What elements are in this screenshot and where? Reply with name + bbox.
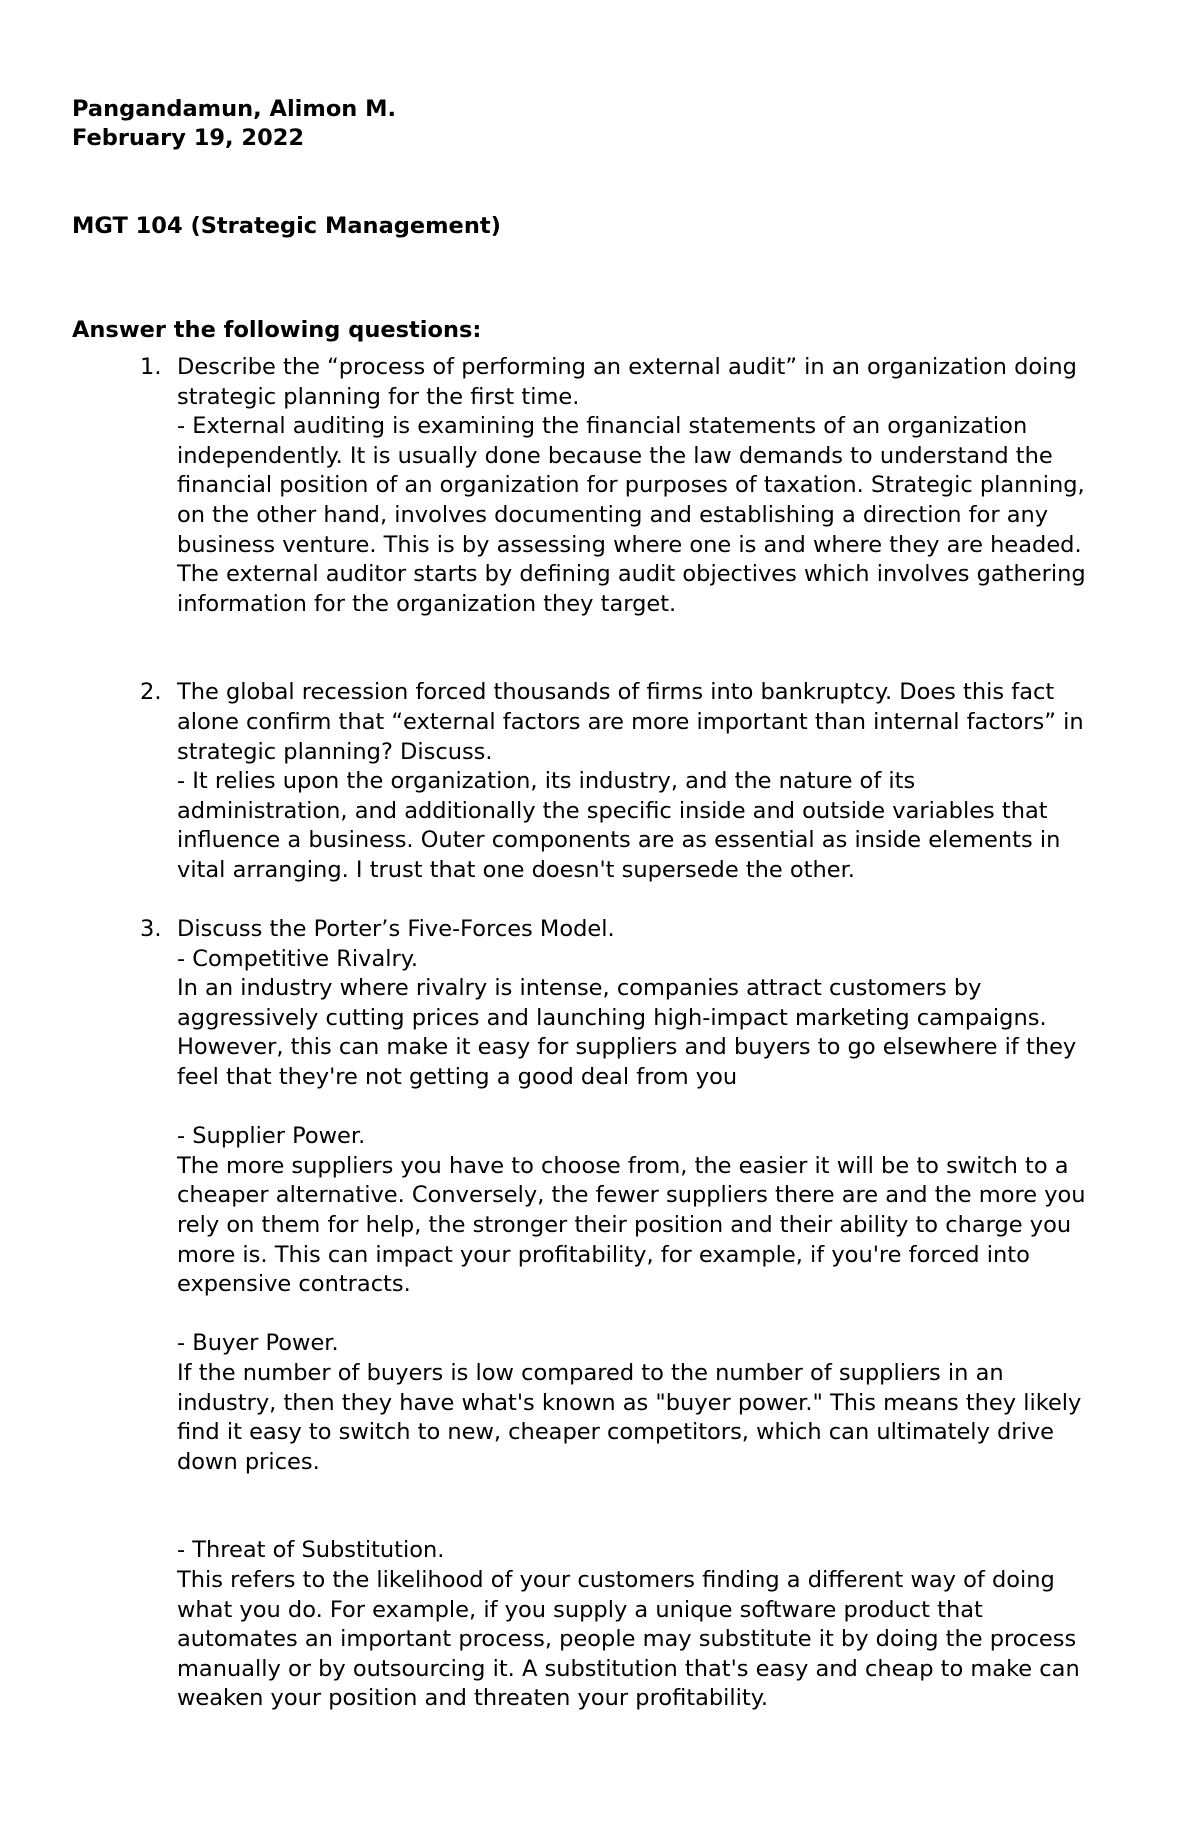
force-text-line: cheaper alternative. Conversely, the fewer suppliers there are and the more you: [177, 1182, 1086, 1209]
question-2: [72, 678, 1140, 885]
question-2-line: alone confirm that “external factors are more important than internal factors” in: [177, 708, 1084, 735]
author-name: Pangandamun, Alimon M.: [72, 96, 397, 122]
answer-1-line: independently. It is usually done because the law demands to understand the: [177, 442, 1053, 469]
spacer: [177, 1477, 1140, 1536]
force-text-line: down prices.: [177, 1448, 320, 1475]
force-heading-threat-of-substitution: - Threat of Substitution.: [177, 1537, 445, 1564]
question-2-line: The global recession forced thousands of firms into bankruptcy. Does this fact: [177, 679, 1055, 706]
answer-2-line: - It relies upon the organization, its industry, and the nature of its: [177, 768, 916, 795]
force-text-line: However, this can make it easy for suppliers and buyers to go elsewhere if they: [177, 1034, 1077, 1061]
answer-2-line: administration, and additionally the specific inside and outside variables that: [177, 797, 1048, 824]
question-number: 2.: [140, 679, 162, 706]
answer-1-line: on the other hand, involves documenting and establishing a direction for any: [177, 501, 1049, 528]
force-text-line: In an industry where rivalry is intense, companies attract customers by: [177, 975, 982, 1002]
spacer: [177, 1093, 1140, 1123]
question-3-title: Discuss the Porter’s Five-Forces Model.: [177, 916, 615, 943]
answer-1-line: business venture. This is by assessing where one is and where they are headed.: [177, 531, 1082, 558]
force-text-line: manually or by outsourcing it. A substitution that's easy and cheap to make can: [177, 1655, 1080, 1682]
force-text-line: expensive contracts.: [177, 1271, 411, 1298]
force-text-line: industry, then they have what's known as "buyer power." This means they likely: [177, 1389, 1082, 1416]
force-text-line: more is. This can impact your profitability, for example, if you're forced into: [177, 1241, 1030, 1268]
question-1-line: Describe the “process of performing an external audit” in an organization doing: [177, 354, 1077, 380]
question-1-line: strategic planning for the first time.: [177, 383, 580, 410]
force-text-line: rely on them for help, the stronger their position and their ability to charge you: [177, 1212, 1072, 1239]
question-number: 1.: [140, 354, 162, 380]
force-heading-supplier-power: - Supplier Power.: [177, 1123, 366, 1150]
question-3: [72, 915, 1140, 1714]
answer-1-line: - External auditing is examining the financial statements of an organization: [177, 413, 1028, 440]
answer-1-line: The external auditor starts by defining audit objectives which involves gathering: [177, 561, 1086, 588]
document-date: February 19, 2022: [72, 125, 305, 151]
question-2-line: strategic planning? Discuss.: [177, 738, 493, 765]
spacer: [177, 1300, 1140, 1330]
force-text-line: This refers to the likelihood of your customers finding a different way of doing: [177, 1566, 1055, 1593]
force-text-line: feel that they're not getting a good deal from you: [177, 1064, 738, 1091]
force-text-line: automates an important process, people may substitute it by doing the process: [177, 1626, 1077, 1653]
instructions-heading: Answer the following questions:: [72, 317, 482, 343]
force-text-line: aggressively cutting prices and launching high-impact marketing campaigns.: [177, 1004, 1047, 1031]
force-text-line: find it easy to switch to new, cheaper competitors, which can ultimately drive: [177, 1419, 1054, 1446]
course-title: MGT 104 (Strategic Management): [72, 213, 501, 239]
force-text-line: The more suppliers you have to choose from, the easier it will be to switch to a: [177, 1152, 1069, 1179]
answer-1-line: financial position of an organization for purposes of taxation. Strategic planning,: [177, 472, 1085, 499]
question-1: [72, 353, 1140, 619]
answer-2-line: influence a business. Outer components are as essential as inside elements in: [177, 827, 1061, 854]
force-heading-competitive-rivalry: - Competitive Rivalry.: [177, 945, 418, 972]
force-text-line: what you do. For example, if you supply a unique software product that: [177, 1596, 983, 1623]
force-text-line: weaken your position and threaten your profitability.: [177, 1685, 769, 1712]
question-number: 3.: [140, 916, 162, 943]
answer-2-line: vital arranging. I trust that one doesn't supersede the other.: [177, 856, 855, 883]
answer-1-line: information for the organization they target.: [177, 590, 677, 617]
force-heading-buyer-power: - Buyer Power.: [177, 1330, 339, 1357]
question-list: [72, 353, 1140, 1714]
force-text-line: If the number of buyers is low compared to the number of suppliers in an: [177, 1360, 1004, 1386]
